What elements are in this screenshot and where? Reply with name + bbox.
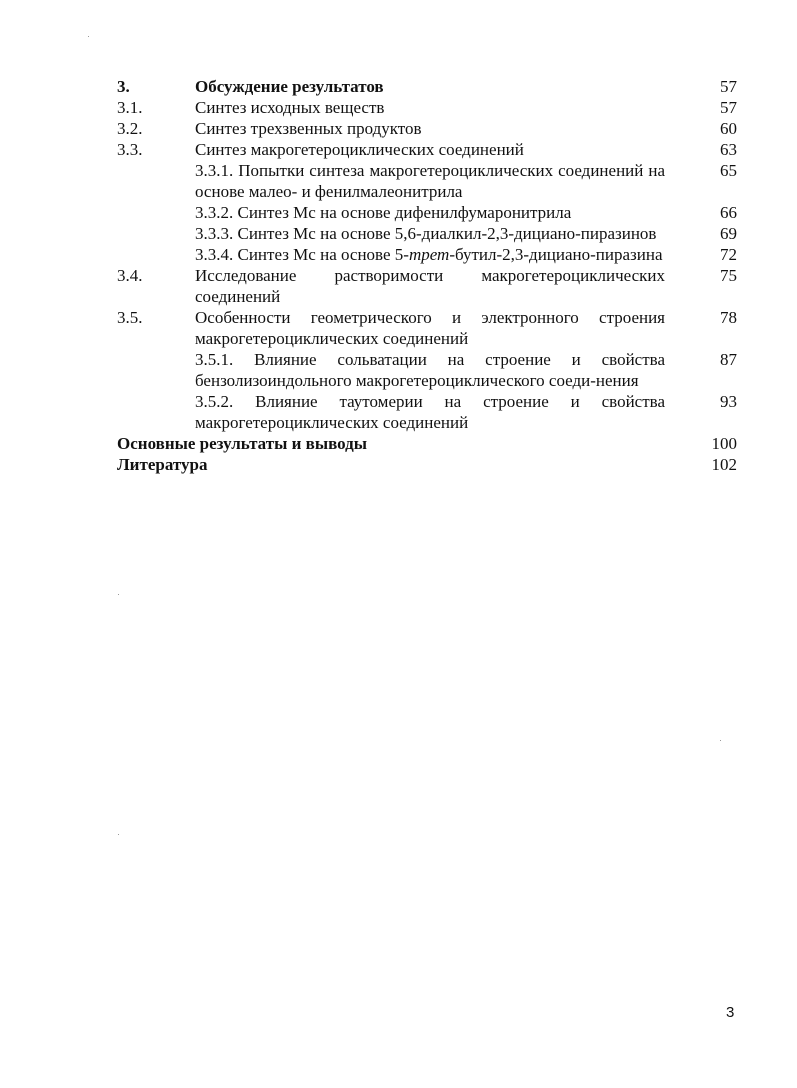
toc-entry-title: Особенности геометрического и электронного строения макрогетероциклических соединений: [195, 308, 665, 348]
toc-entry-3-5-2: [117, 391, 737, 433]
toc-entry-number: 3.3.: [117, 140, 143, 159]
toc-entry-page: 66: [720, 203, 737, 222]
toc-entry-3-3: [117, 139, 737, 160]
toc-entry-title: 3.5.2. Влияние таутомерии на строение и свойства макрогетероциклических соединений: [195, 392, 665, 432]
toc-entry-page: 72: [720, 245, 737, 264]
toc-entry-page: 69: [720, 224, 737, 243]
toc-entry-3-2: [117, 118, 737, 139]
toc-entry-3-5: [117, 307, 737, 349]
toc-entry-title: Литература: [117, 455, 208, 474]
toc-entry-3-3-1: [117, 160, 737, 202]
toc-entry-page: 57: [720, 98, 737, 117]
scan-speck: [720, 740, 721, 741]
toc-entry-number: 3.4.: [117, 266, 143, 285]
toc-entry-3: [117, 76, 737, 97]
toc-entry-title: 3.5.1. Влияние сольватации на строение и свойства бензолизоиндольного макрогетероциклического соеди-нения: [195, 350, 665, 390]
toc-entry-page: 102: [711, 455, 737, 474]
scan-speck: [118, 594, 119, 595]
toc-entry-title: Исследование растворимости макрогетероциклических соединений: [195, 266, 665, 306]
table-of-contents: [117, 76, 737, 475]
toc-entry-conclusions: [117, 433, 737, 454]
toc-entry-3-3-3: [117, 223, 737, 244]
toc-entry-number: 3.: [117, 77, 130, 96]
toc-entry-literature: [117, 454, 737, 475]
toc-entry-page: 78: [720, 308, 737, 327]
toc-entry-3-5-1: [117, 349, 737, 391]
toc-entry-3-1: [117, 97, 737, 118]
toc-entry-title: Синтез макрогетероциклических соединений: [195, 140, 524, 159]
page-number: 3: [726, 1004, 735, 1021]
scan-speck: [88, 36, 89, 37]
toc-entry-page: 75: [720, 266, 737, 285]
toc-entry-number: 3.1.: [117, 98, 143, 117]
toc-entry-3-3-2: [117, 202, 737, 223]
toc-entry-page: 100: [711, 434, 737, 453]
toc-entry-3-4: [117, 265, 737, 307]
toc-entry-title: 3.3.3. Синтез Мс на основе 5,6-диалкил-2,3-дициано-пиразинов: [195, 224, 657, 243]
toc-entry-page: 93: [720, 392, 737, 411]
toc-entry-page: 63: [720, 140, 737, 159]
toc-entry-title: Синтез исходных веществ: [195, 98, 385, 117]
toc-entry-title: 3.3.2. Синтез Мс на основе дифенилфумаронитрила: [195, 203, 572, 222]
toc-entry-page: 87: [720, 350, 737, 369]
toc-entry-number: 3.2.: [117, 119, 143, 138]
toc-entry-3-3-4: [117, 244, 737, 265]
toc-entry-title: Синтез трехзвенных продуктов: [195, 119, 422, 138]
toc-entry-page: 57: [720, 77, 737, 96]
toc-entry-title: Обсуждение результатов: [195, 77, 384, 96]
toc-entry-page: 65: [720, 161, 737, 180]
toc-entry-number: 3.5.: [117, 308, 143, 327]
scan-speck: [118, 834, 119, 835]
toc-entry-title: 3.3.1. Попытки синтеза макрогетероциклических соединений на основе малео- и фенилмалеонитрила: [195, 161, 665, 201]
toc-entry-title: 3.3.4. Синтез Мс на основе 5-трет-бутил-2,3-дициано-пиразина: [195, 245, 663, 264]
toc-entry-page: 60: [720, 119, 737, 138]
toc-entry-title: Основные результаты и выводы: [117, 434, 368, 453]
